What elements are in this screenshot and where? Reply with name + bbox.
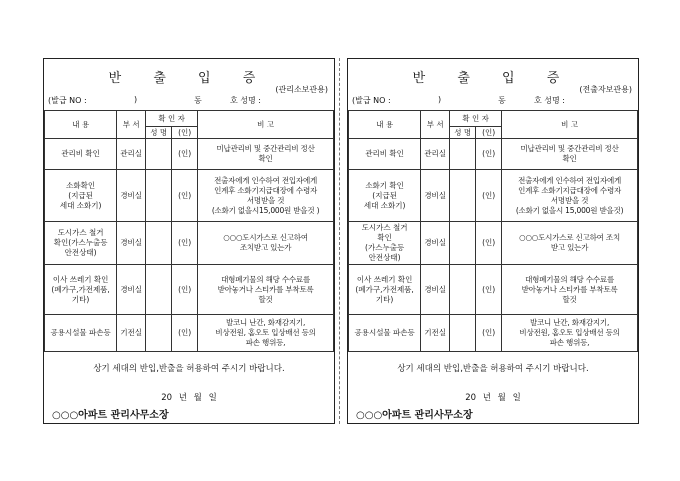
row-name-cell xyxy=(146,315,172,352)
row-seal: (인) xyxy=(172,265,198,315)
row-note: 대형폐기물의 해당 수수료를 받아놓거나 스티카를 부착토록 할것 xyxy=(198,265,334,315)
pass-form-mover-copy xyxy=(347,58,639,424)
header-dept: 부 서 xyxy=(117,111,146,139)
row-seal: (인) xyxy=(476,315,502,352)
check-table xyxy=(44,110,334,352)
row-note: 발코니 난간, 화재감지기, 비상전원, 홈오토 입상배선 등의 파손 행위등, xyxy=(502,315,638,352)
check-table xyxy=(348,110,638,352)
row-item: 이사 쓰레기 확인 (폐가구,가전제품, 기타) xyxy=(45,265,117,315)
row-item: 도시가스 철거 확인 (가스누출등 안전상태) xyxy=(349,222,421,265)
row-name-cell xyxy=(450,315,476,352)
pass-form-office-copy xyxy=(43,58,335,424)
header-name: 성 명 xyxy=(146,127,172,139)
row-item: 공용시설물 파손등 xyxy=(349,315,421,352)
unit-name-label: 호 성명 : xyxy=(534,96,565,105)
table-row xyxy=(349,265,638,315)
table-row xyxy=(45,265,334,315)
header-seal: (인) xyxy=(476,127,502,139)
row-name-cell xyxy=(146,265,172,315)
row-dept: 경비실 xyxy=(421,265,450,315)
issue-line xyxy=(352,95,634,106)
row-dept: 관리실 xyxy=(117,139,146,170)
office-signature: ○○○아파트 관리사무소장 xyxy=(52,410,169,421)
row-note: 발코니 난간, 화재감지기, 비상전원, 홈오토 입상배선 등의 파손 행위등, xyxy=(198,315,334,352)
row-item: 소화기 확인 (지급된 세대 소화기) xyxy=(349,170,421,222)
table-row xyxy=(349,139,638,170)
row-note: 미납관리비 및 중간관리비 정산 확인 xyxy=(198,139,334,170)
header-seal: (인) xyxy=(172,127,198,139)
request-text: 상기 세대의 반입,반출을 허용하여 주시기 바랍니다. xyxy=(397,364,589,374)
date-line: 20 년 월 일 xyxy=(161,393,217,403)
header-confirm: 확 인 자 xyxy=(450,111,502,127)
row-name-cell xyxy=(450,139,476,170)
form-subtitle: (관리소보관용) xyxy=(275,85,328,94)
row-seal: (인) xyxy=(476,170,502,222)
table-row xyxy=(349,315,638,352)
cut-line xyxy=(339,58,340,424)
row-name-cell xyxy=(146,170,172,222)
row-note: ○○○도시가스로 신고하여 조치받고 있는가 xyxy=(198,222,334,265)
form-title: 반 출 입 증 xyxy=(412,71,574,86)
header-item: 내 용 xyxy=(45,111,117,139)
row-item: 도시가스 철거 확인(가스누출등 안전상태) xyxy=(45,222,117,265)
row-item: 이사 쓰레기 확인 (폐가구,가전제품, 기타) xyxy=(349,265,421,315)
issue-line xyxy=(48,95,330,106)
row-seal: (인) xyxy=(172,315,198,352)
issue-no-label: (발급 NO : xyxy=(352,96,391,105)
table-row xyxy=(45,315,334,352)
request-text: 상기 세대의 반입,반출을 허용하여 주시기 바랍니다. xyxy=(93,364,285,374)
header-note: 비 고 xyxy=(198,111,334,139)
table-row xyxy=(349,222,638,265)
row-dept: 경비실 xyxy=(117,265,146,315)
row-name-cell xyxy=(450,170,476,222)
row-note: ○○○도시가스로 신고하여 조치 받고 있는가 xyxy=(502,222,638,265)
row-note: 전출자에게 인수하여 전입자에게 인계후 소화기지급대장에 수령자 서명받을 것 (소화기 없을시 15,000원 받을것) xyxy=(502,170,638,222)
header-name: 성 명 xyxy=(450,127,476,139)
row-name-cell xyxy=(450,265,476,315)
row-note: 대형폐기물의 해당 수수료를 받아놓거나 스티카를 부착토록 할것 xyxy=(502,265,638,315)
row-dept: 경비실 xyxy=(421,222,450,265)
row-seal: (인) xyxy=(476,265,502,315)
row-dept: 관리실 xyxy=(421,139,450,170)
header-note: 비 고 xyxy=(502,111,638,139)
row-name-cell xyxy=(146,222,172,265)
issue-close-paren: ) xyxy=(438,95,442,104)
table-row xyxy=(45,139,334,170)
row-seal: (인) xyxy=(476,222,502,265)
row-dept: 경비실 xyxy=(421,170,450,222)
row-item: 소화확인 (지급된 세대 소화기) xyxy=(45,170,117,222)
issue-no-label: (발급 NO : xyxy=(48,96,87,105)
table-row xyxy=(45,170,334,222)
table-row xyxy=(349,170,638,222)
issue-close-paren: ) xyxy=(134,95,138,104)
row-seal: (인) xyxy=(172,170,198,222)
row-item: 관리비 확인 xyxy=(45,139,117,170)
row-note: 전출자에게 인수하여 전입자에게 인계후 소화기지급대장에 수령자 서명받을 것 (소화기 없을시15,000원 받을것 ) xyxy=(198,170,334,222)
building-label: 동 xyxy=(194,96,202,105)
header-confirm: 확 인 자 xyxy=(146,111,198,127)
row-seal: (인) xyxy=(172,139,198,170)
header-dept: 부 서 xyxy=(421,111,450,139)
form-subtitle: (전출자보관용) xyxy=(579,85,632,94)
unit-name-label: 호 성명 : xyxy=(230,96,261,105)
table-row xyxy=(45,222,334,265)
row-name-cell xyxy=(146,139,172,170)
row-dept: 기전실 xyxy=(421,315,450,352)
row-dept: 경비실 xyxy=(117,222,146,265)
row-name-cell xyxy=(450,222,476,265)
form-title: 반 출 입 증 xyxy=(108,71,270,86)
row-seal: (인) xyxy=(476,139,502,170)
row-dept: 기전실 xyxy=(117,315,146,352)
date-line: 20 년 월 일 xyxy=(465,393,521,403)
row-note: 미납관리비 및 중간관리비 정산 확인 xyxy=(502,139,638,170)
office-signature: ○○○아파트 관리사무소장 xyxy=(356,410,473,421)
row-item: 관리비 확인 xyxy=(349,139,421,170)
building-label: 동 xyxy=(498,96,506,105)
header-item: 내 용 xyxy=(349,111,421,139)
row-seal: (인) xyxy=(172,222,198,265)
row-item: 공용시설물 파손등 xyxy=(45,315,117,352)
row-dept: 경비실 xyxy=(117,170,146,222)
